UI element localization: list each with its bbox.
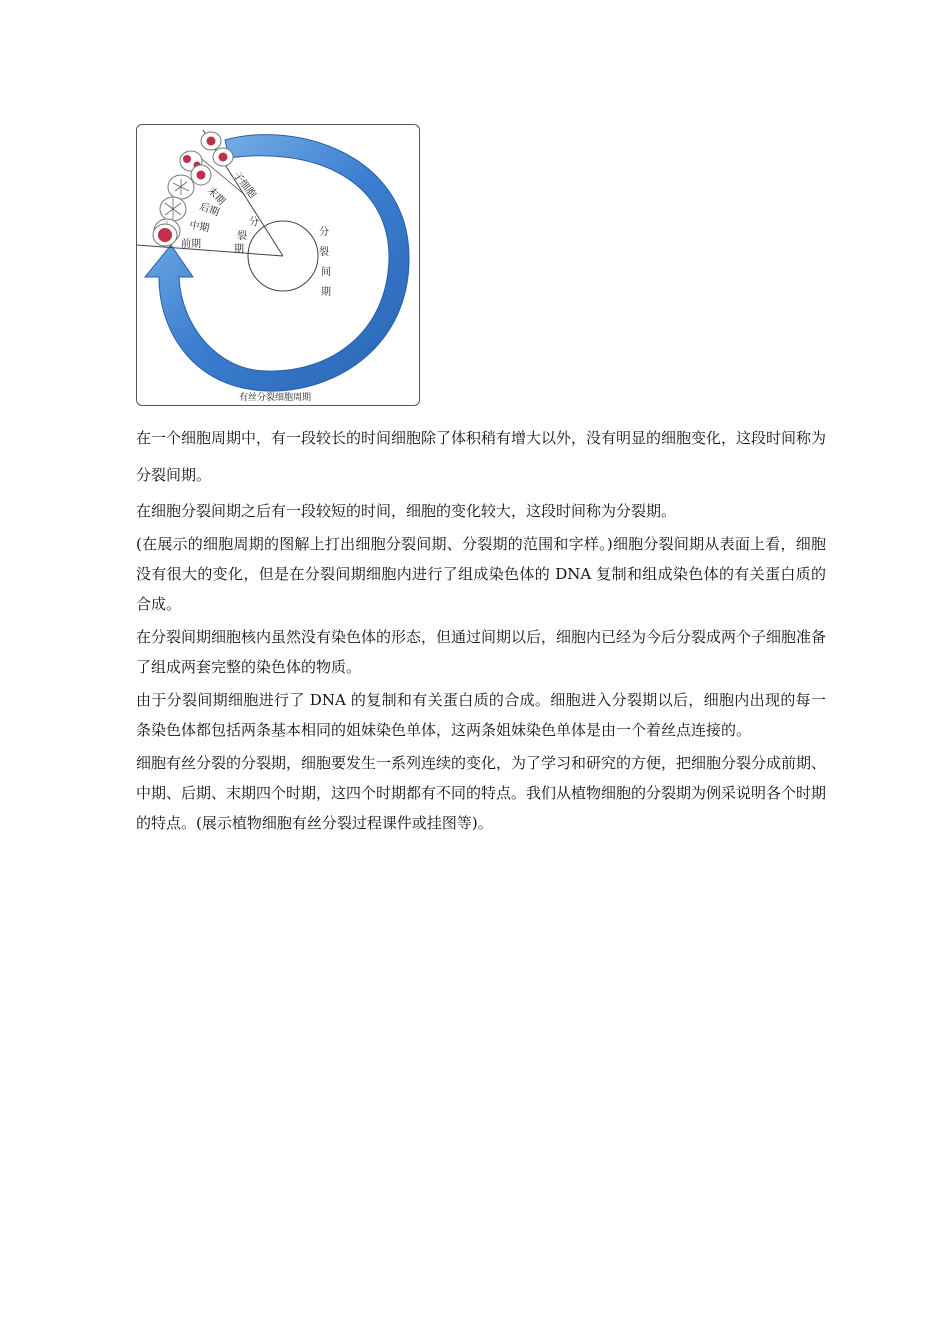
metaphase-cell [160, 197, 186, 221]
paragraph-4: 在分裂间期细胞核内虽然没有染色体的形态，但通过间期以后，细胞内已经为今后分裂成两个子细胞准备了组成两套完整的染色体的物质。 [136, 628, 827, 676]
svg-text:裂: 裂 [319, 247, 329, 258]
paragraph-5: 由于分裂间期细胞进行了 DNA 的复制和有关蛋白质的合成。细胞进入分裂期以后，细胞内出现的每一条染色体都包括两条基本相同的姐妹染色单体，这两条姐妹染色单体是由一个着丝点连接的。 [136, 691, 826, 739]
svg-text:期: 期 [234, 244, 244, 255]
label-interphase [319, 225, 331, 298]
svg-text:分: 分 [319, 227, 329, 238]
daughter-cells [201, 132, 233, 166]
paragraph-6: 细胞有丝分裂的分裂期，细胞要发生一系列连续的变化，为了学习和研究的方便，把细胞分裂分成前期、中期、后期、末期四个时期，这四个时期都有不同的特点。我们从植物细胞的分裂期为例采说明各个时期的特点。(展示植物细胞有丝分裂过程课件或挂图等)。 [136, 754, 827, 832]
anaphase-cell [168, 175, 194, 199]
paragraph-3: (在展示的细胞周期的图解上打出细胞分裂间期、分裂期的范围和字样。)细胞分裂间期从表面上看，细胞没有很大的变化，但是在分裂间期细胞内进行了组成染色体的 DNA 复制和组成染色体的有关蛋白质的合成。 [136, 535, 826, 613]
svg-text:分: 分 [249, 217, 259, 228]
label-anaphase: 后期 [197, 201, 221, 219]
cell-cycle-diagram [137, 125, 419, 405]
svg-text:间: 间 [321, 267, 331, 278]
label-metaphase: 中期 [188, 220, 211, 235]
late-telophase-cell [191, 165, 211, 185]
label-prophase: 前期 [181, 239, 201, 250]
document-body [136, 420, 826, 838]
paragraph-1: 在一个细胞周期中，有一段较长的时间细胞除了体积稍有增大以外，没有明显的细胞变化，这段时间称为分裂间期。 [136, 429, 827, 484]
prophase-cell [153, 224, 177, 246]
svg-text:期: 期 [321, 287, 331, 298]
cell-cycle-figure [136, 124, 420, 406]
label-telophase: 末期 [204, 185, 227, 208]
svg-text:裂: 裂 [237, 231, 247, 242]
paragraph-2: 在细胞分裂间期之后有一段较短的时间，细胞的变化较大，这段时间称为分裂期。 [136, 502, 677, 520]
label-daughter-cells: 子细胞 [230, 170, 258, 201]
figure-caption: 有丝分裂细胞周期 [239, 393, 312, 403]
